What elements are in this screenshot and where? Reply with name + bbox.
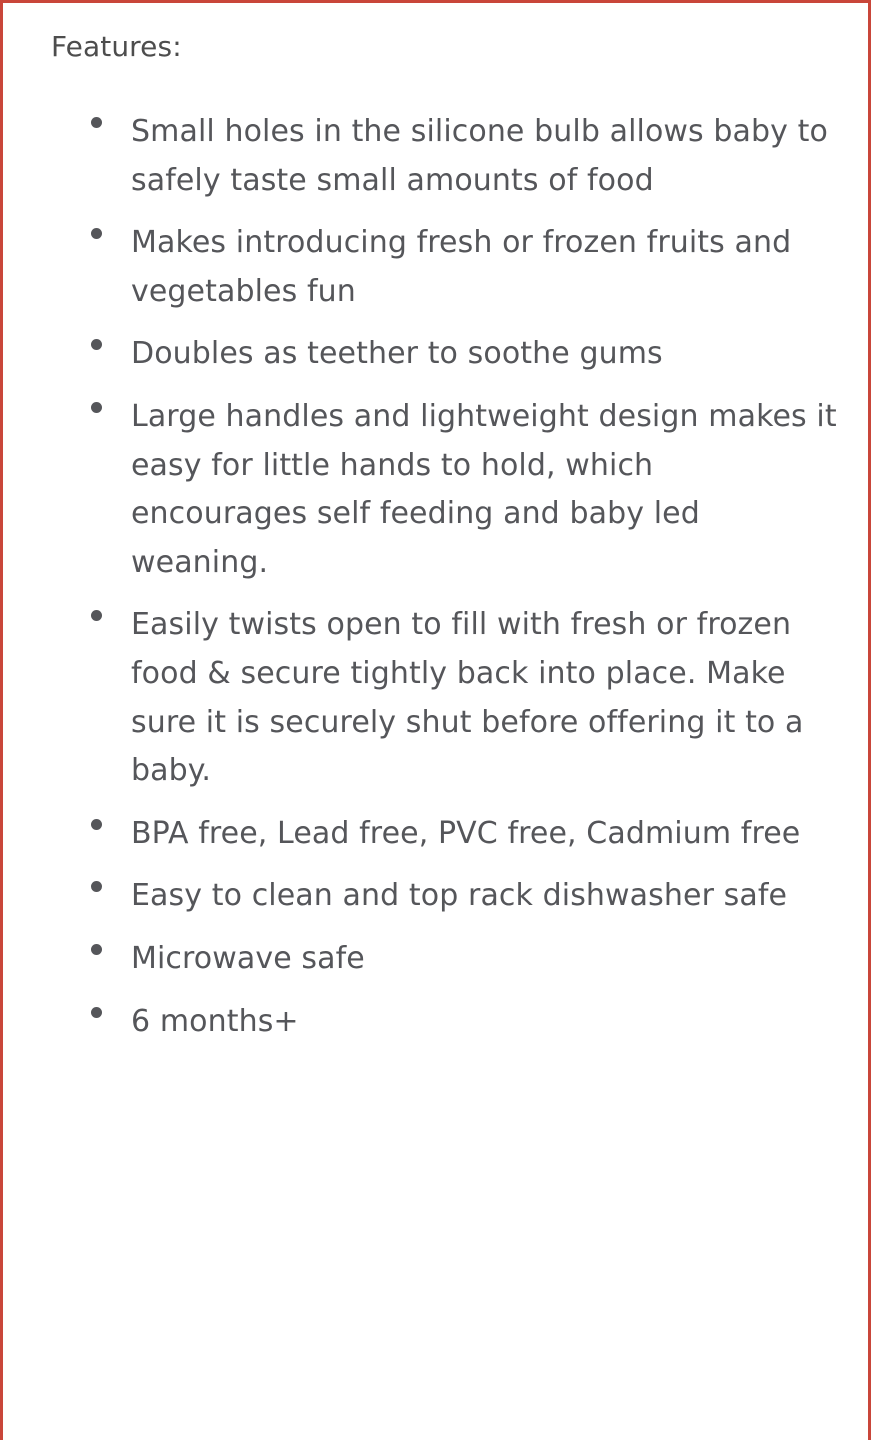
list-item bbox=[51, 872, 838, 921]
list-item bbox=[51, 998, 838, 1047]
list-item bbox=[51, 393, 838, 587]
list-item bbox=[51, 330, 838, 379]
list-item-text: Doubles as teether to soothe gums bbox=[131, 336, 663, 372]
list-item-text: BPA free, Lead free, PVC free, Cadmium free bbox=[131, 815, 801, 851]
list-item-text: Makes introducing fresh or frozen fruits and vegetables fun bbox=[131, 225, 792, 309]
list-item bbox=[51, 601, 838, 795]
bullet-icon bbox=[91, 881, 102, 892]
bullet-icon bbox=[91, 402, 102, 413]
list-item bbox=[51, 810, 838, 859]
list-item-text: Small holes in the silicone bulb allows baby to safely taste small amounts of food bbox=[131, 114, 828, 198]
list-item-text: Microwave safe bbox=[131, 940, 365, 976]
content-area bbox=[3, 3, 868, 1080]
bullet-icon bbox=[91, 1007, 102, 1018]
bullet-icon bbox=[91, 610, 102, 621]
list-item bbox=[51, 219, 838, 316]
list-item-text: 6 months+ bbox=[131, 1003, 299, 1039]
bullet-icon bbox=[91, 228, 102, 239]
list-item-text: Easily twists open to fill with fresh or frozen food & secure tightly back into place. Make sure it is securely shut before offering it to a baby. bbox=[131, 607, 804, 789]
features-heading: Features: bbox=[51, 30, 182, 63]
bullet-icon bbox=[91, 117, 102, 128]
list-item bbox=[51, 935, 838, 984]
features-list bbox=[51, 108, 838, 1046]
list-item-text: Easy to clean and top rack dishwasher safe bbox=[131, 878, 788, 914]
list-item bbox=[51, 108, 838, 205]
list-item-text: Large handles and lightweight design makes it easy for little hands to hold, which encourages self feeding and baby led weaning. bbox=[131, 398, 837, 580]
bullet-icon bbox=[91, 944, 102, 955]
bullet-icon bbox=[91, 339, 102, 350]
bullet-icon bbox=[91, 819, 102, 830]
